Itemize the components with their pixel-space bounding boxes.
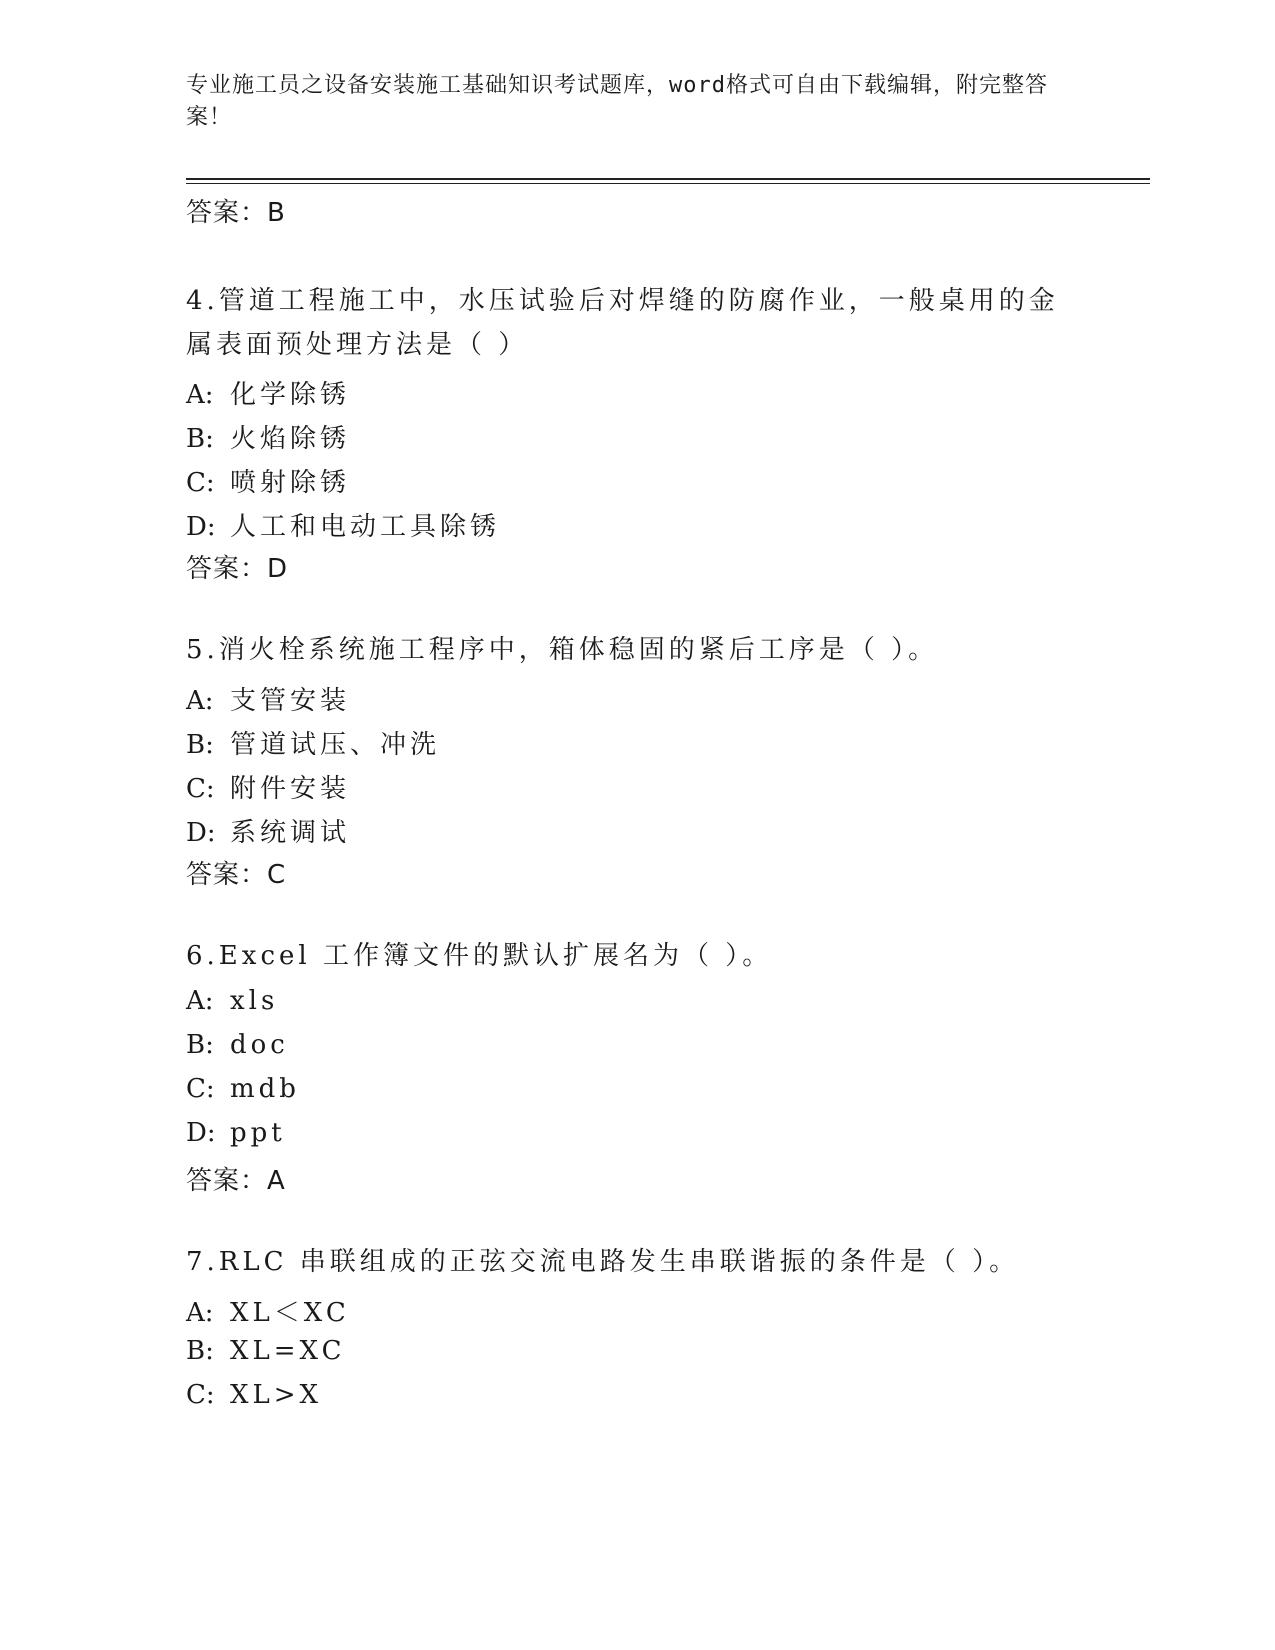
option-c <box>186 462 350 499</box>
option-key: D: <box>186 1118 216 1148</box>
option-key: A: <box>186 986 214 1016</box>
option-d <box>186 812 350 849</box>
option-text: XL＜XC <box>230 1298 350 1328</box>
answer-line: 答案：B <box>186 198 286 228</box>
option-text: XL=XC <box>230 1336 346 1366</box>
option-key: D: <box>186 512 216 542</box>
option-text: mdb <box>230 1074 300 1104</box>
option-d <box>186 506 500 543</box>
question-stem: 4.管道工程施工中，水压试验后对焊缝的防腐作业，一般桌用的金属表面预处理方法是（ ） <box>186 286 1059 360</box>
option-key: B: <box>186 1336 214 1366</box>
option-text: doc <box>230 1030 289 1060</box>
option-key: C: <box>186 468 215 498</box>
option-text: 系统调试 <box>230 818 351 848</box>
option-text: 火焰除锈 <box>230 424 351 454</box>
answer-line: 答案：D <box>186 554 289 584</box>
option-text: 支管安装 <box>230 686 351 716</box>
question-stem: 5.消火栓系统施工程序中，箱体稳固的紧后工序是（ ）。 <box>186 635 939 665</box>
answer-line: 答案：C <box>186 860 287 890</box>
question-stem: 7.RLC 串联组成的正弦交流电路发生串联谐振的条件是（ ）。 <box>186 1247 1020 1277</box>
option-text: 化学除锈 <box>230 380 351 410</box>
option-a <box>186 374 350 411</box>
header-rule <box>186 178 1150 184</box>
option-key: B: <box>186 730 214 760</box>
option-key: C: <box>186 1380 215 1410</box>
option-text: xls <box>230 986 279 1016</box>
option-key: C: <box>186 1074 215 1104</box>
option-key: C: <box>186 774 215 804</box>
option-key: A: <box>186 380 214 410</box>
option-c <box>186 768 350 805</box>
option-b <box>186 1336 346 1366</box>
option-a <box>186 680 350 717</box>
option-b <box>186 418 350 455</box>
option-key: B: <box>186 424 214 454</box>
option-text: 喷射除锈 <box>230 468 351 498</box>
option-text: ppt <box>230 1118 286 1148</box>
option-key: D: <box>186 818 216 848</box>
option-c <box>186 1074 300 1104</box>
option-key: A: <box>186 686 214 716</box>
option-b <box>186 1030 289 1060</box>
page-header: 专业施工员之设备安装施工基础知识考试题库，word格式可自由下载编辑，附完整答案！ <box>186 73 1048 130</box>
option-text: 附件安装 <box>230 774 351 804</box>
option-c <box>186 1380 322 1410</box>
option-text: 管道试压、冲洗 <box>230 730 441 760</box>
option-key: A: <box>186 1298 214 1328</box>
option-text: XL>X <box>230 1380 323 1410</box>
option-text: 人工和电动工具除锈 <box>230 512 501 542</box>
option-b <box>186 724 440 761</box>
option-a <box>186 986 278 1016</box>
option-key: B: <box>186 1030 214 1060</box>
question-stem: 6.Excel 工作簿文件的默认扩展名为（ ）。 <box>186 941 773 971</box>
option-a <box>186 1292 350 1329</box>
answer-line: 答案：A <box>186 1166 286 1196</box>
option-d <box>186 1118 286 1148</box>
